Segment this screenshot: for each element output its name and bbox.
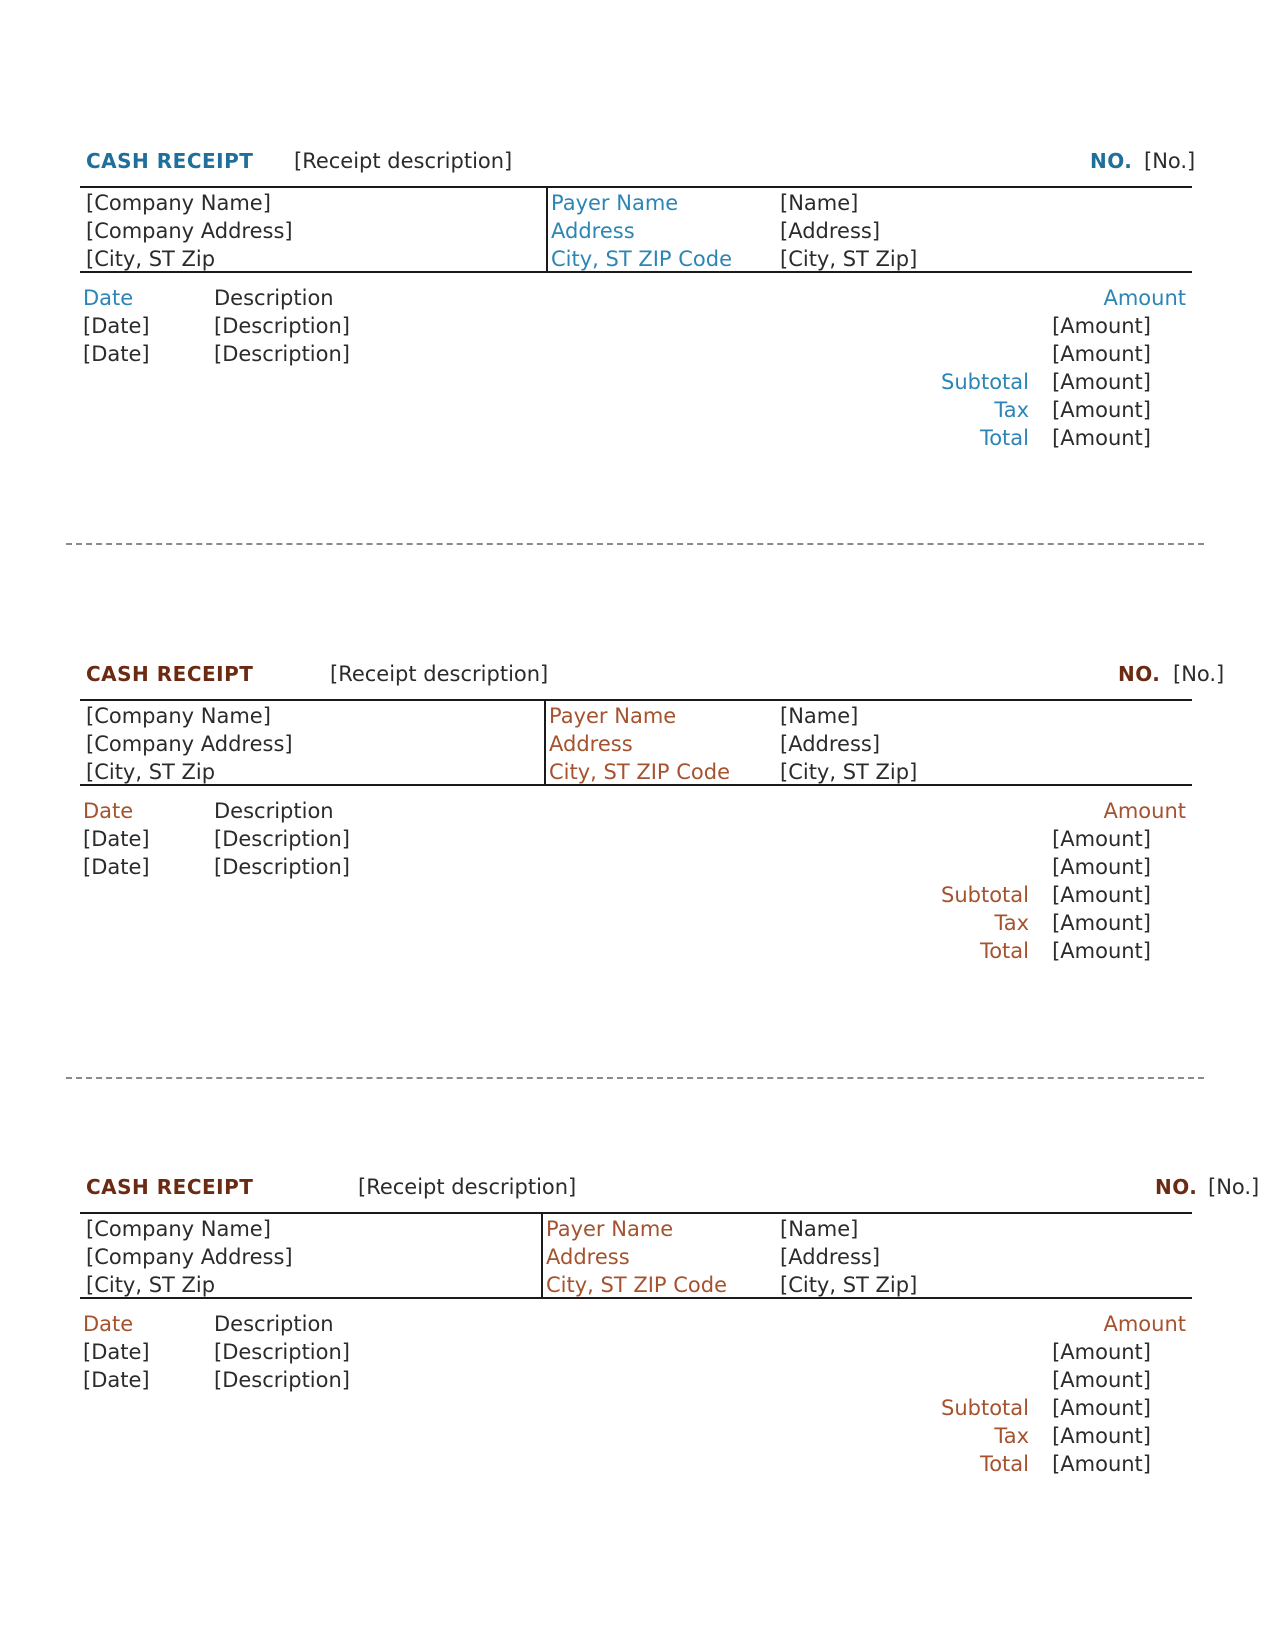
header-divider (544, 699, 546, 784)
cut-line-1 (66, 543, 1204, 545)
row-1-description: [Description] (214, 314, 350, 338)
total-value: [Amount] (1052, 426, 1151, 450)
total-value: [Amount] (1052, 1452, 1151, 1476)
header-top-rule (80, 699, 1192, 701)
amount-column-header: Amount (1103, 799, 1186, 823)
receipt-description: [Receipt description] (294, 149, 513, 173)
company-name: [Company Name] (86, 1217, 271, 1241)
header-divider (546, 186, 548, 271)
payer-address-value: [Address] (780, 219, 881, 243)
row-1-date: [Date] (83, 1340, 150, 1364)
subtotal-value: [Amount] (1052, 370, 1151, 394)
row-2-description: [Description] (214, 1368, 350, 1392)
company-address: [Company Address] (86, 732, 293, 756)
receipt-number-label: NO. (1155, 1175, 1198, 1199)
row-2-amount: [Amount] (1052, 1368, 1151, 1392)
tax-value: [Amount] (1052, 911, 1151, 935)
payer-city-value: [City, ST Zip] (780, 1273, 918, 1297)
date-column-header: Date (83, 286, 134, 310)
row-1-description: [Description] (214, 827, 350, 851)
payer-address-value: [Address] (780, 732, 881, 756)
company-address: [Company Address] (86, 219, 293, 243)
description-column-header: Description (214, 286, 334, 310)
payer-city-label: City, ST ZIP Code (551, 247, 733, 271)
subtotal-value: [Amount] (1052, 1396, 1151, 1420)
subtotal-label: Subtotal (941, 883, 1029, 907)
row-1-date: [Date] (83, 314, 150, 338)
receipt-1 (0, 147, 1275, 450)
payer-address-label: Address (546, 1245, 630, 1269)
receipt-description: [Receipt description] (330, 662, 549, 686)
receipt-title: CASH RECEIPT (86, 149, 254, 173)
company-city: [City, ST Zip (86, 760, 216, 784)
header-top-rule (80, 186, 1192, 188)
receipt-number-label: NO. (1118, 662, 1161, 686)
receipt-number-value: [No.] (1208, 1175, 1260, 1199)
row-1-date: [Date] (83, 827, 150, 851)
row-1-description: [Description] (214, 1340, 350, 1364)
header-top-rule (80, 1212, 1192, 1214)
payer-name-label: Payer Name (549, 704, 677, 728)
tax-value: [Amount] (1052, 398, 1151, 422)
row-2-date: [Date] (83, 342, 150, 366)
subtotal-label: Subtotal (941, 1396, 1029, 1420)
date-column-header: Date (83, 1312, 134, 1336)
payer-name-label: Payer Name (551, 191, 679, 215)
receipt-description: [Receipt description] (358, 1175, 577, 1199)
amount-column-header: Amount (1103, 286, 1186, 310)
row-2-description: [Description] (214, 342, 350, 366)
payer-city-value: [City, ST Zip] (780, 247, 918, 271)
total-label: Total (979, 1452, 1029, 1476)
header-divider (541, 1212, 543, 1297)
row-2-amount: [Amount] (1052, 342, 1151, 366)
payer-name-value: [Name] (780, 704, 859, 728)
row-2-date: [Date] (83, 1368, 150, 1392)
row-1-amount: [Amount] (1052, 827, 1151, 851)
tax-label: Tax (994, 911, 1029, 935)
payer-city-label: City, ST ZIP Code (546, 1273, 728, 1297)
cut-line-2 (66, 1077, 1204, 1079)
payer-address-label: Address (551, 219, 635, 243)
company-city: [City, ST Zip (86, 247, 216, 271)
date-column-header: Date (83, 799, 134, 823)
payer-address-label: Address (549, 732, 633, 756)
tax-value: [Amount] (1052, 1424, 1151, 1448)
description-column-header: Description (214, 799, 334, 823)
total-label: Total (979, 426, 1029, 450)
receipt-title: CASH RECEIPT (86, 1175, 254, 1199)
payer-name-value: [Name] (780, 191, 859, 215)
row-2-date: [Date] (83, 855, 150, 879)
row-2-amount: [Amount] (1052, 855, 1151, 879)
subtotal-label: Subtotal (941, 370, 1029, 394)
row-2-description: [Description] (214, 855, 350, 879)
total-label: Total (979, 939, 1029, 963)
tax-label: Tax (994, 398, 1029, 422)
payer-city-value: [City, ST Zip] (780, 760, 918, 784)
payer-name-value: [Name] (780, 1217, 859, 1241)
receipt-title: CASH RECEIPT (86, 662, 254, 686)
company-city: [City, ST Zip (86, 1273, 216, 1297)
receipt-3 (0, 1173, 1275, 1476)
row-1-amount: [Amount] (1052, 1340, 1151, 1364)
payer-city-label: City, ST ZIP Code (549, 760, 731, 784)
payer-name-label: Payer Name (546, 1217, 674, 1241)
receipt-number-value: [No.] (1173, 662, 1225, 686)
receipt-number-value: [No.] (1144, 149, 1196, 173)
company-name: [Company Name] (86, 704, 271, 728)
description-column-header: Description (214, 1312, 334, 1336)
total-value: [Amount] (1052, 939, 1151, 963)
tax-label: Tax (994, 1424, 1029, 1448)
receipt-number-label: NO. (1090, 149, 1133, 173)
row-1-amount: [Amount] (1052, 314, 1151, 338)
receipt-2 (0, 660, 1275, 963)
subtotal-value: [Amount] (1052, 883, 1151, 907)
payer-address-value: [Address] (780, 1245, 881, 1269)
company-address: [Company Address] (86, 1245, 293, 1269)
amount-column-header: Amount (1103, 1312, 1186, 1336)
company-name: [Company Name] (86, 191, 271, 215)
